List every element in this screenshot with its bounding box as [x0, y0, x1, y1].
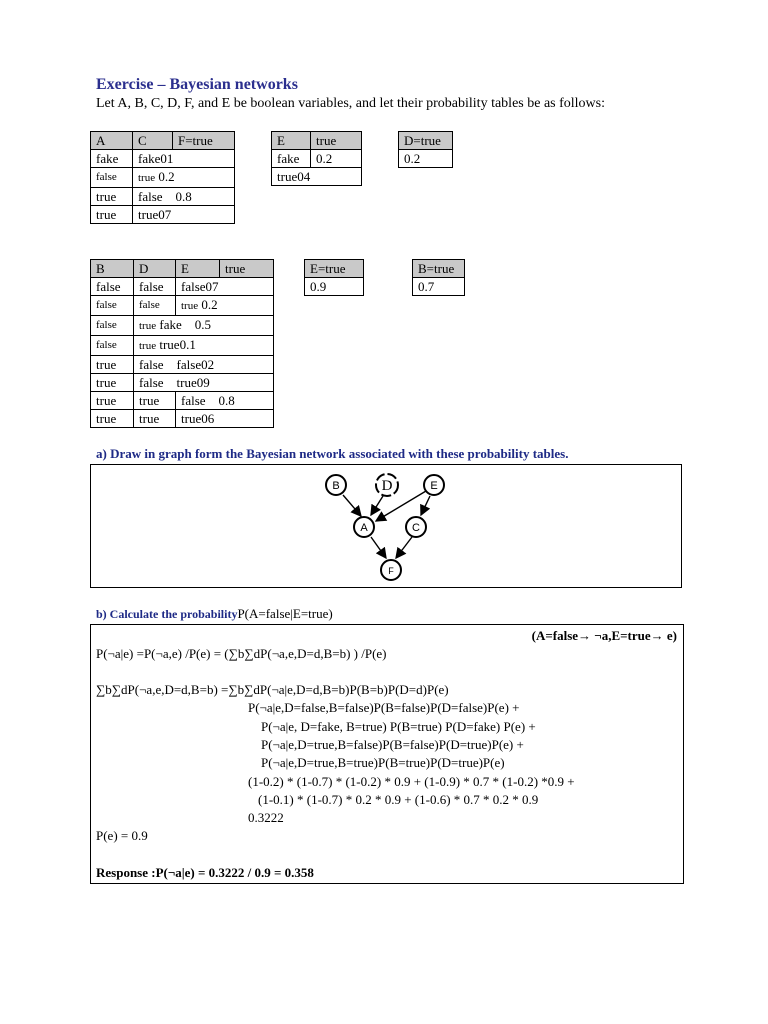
node-label-d: D — [381, 478, 393, 494]
table-cell: false — [134, 278, 176, 296]
table-cell: true — [91, 356, 134, 374]
table-cell: true true0.1 — [134, 336, 274, 356]
table-header: D — [134, 260, 176, 278]
table-header: C — [133, 132, 173, 150]
table-header: E — [176, 260, 220, 278]
table-header: E=true — [305, 260, 364, 278]
calc-line: P(¬a|e, D=fake, B=true) P(B=true) P(D=fake) P(e) + — [261, 719, 536, 734]
table-header: true — [311, 132, 362, 150]
table-cell: true — [91, 374, 134, 392]
variable-mapping: (A=false→ ¬a,E=true→ e) — [531, 628, 677, 643]
edge-b-a — [343, 495, 361, 516]
calculation-box — [90, 624, 684, 884]
calc-result: 0.3222 — [248, 810, 284, 825]
edge-c-f — [396, 537, 412, 558]
table-cell: true — [91, 206, 133, 224]
table-row — [272, 150, 362, 168]
table-row — [91, 278, 274, 296]
question-b-label: b) Calculate the probability — [96, 607, 238, 621]
table-cell: true 0.2 — [133, 168, 235, 188]
table-row — [91, 374, 274, 392]
table-cell: true — [91, 410, 134, 428]
node-label-c: C — [412, 522, 420, 534]
table-cell: 0.2 — [311, 150, 362, 168]
table-cell: fake — [272, 150, 311, 168]
exercise-title: Exercise – Bayesian networks — [96, 76, 298, 93]
bayes-network-box — [90, 464, 682, 588]
table-row — [91, 410, 274, 428]
table-cell: false — [91, 316, 134, 336]
table-cell: true04 — [272, 168, 362, 186]
bayes-network-graph — [91, 465, 681, 587]
calc-line: P(¬a|e) =P(¬a,e) /P(e) = (∑b∑dP(¬a,e,D=d,B=b) ) /P(e) — [96, 646, 387, 661]
table-cell: true 0.2 — [176, 296, 274, 316]
table-row — [91, 206, 235, 224]
calc-line: (1-0.2) * (1-0.7) * (1-0.2) * 0.9 + (1-0.9) * 0.7 * (1-0.2) *0.9 + — [248, 774, 575, 789]
table-cell: false — [91, 296, 134, 316]
table-cell: true07 — [133, 206, 235, 224]
pe-line: P(e) = 0.9 — [96, 828, 148, 843]
table-c — [90, 259, 274, 428]
table-row — [272, 168, 362, 186]
table-cell: false false02 — [134, 356, 274, 374]
table-cell: 0.2 — [399, 150, 453, 168]
table-b — [412, 259, 465, 296]
intro-text: Let A, B, C, D, F, and E be boolean variables, and let their probability tables be as follows: — [96, 96, 605, 111]
table-cell: false 0.8 — [176, 392, 274, 410]
table-e — [304, 259, 364, 296]
table-cell: false — [134, 296, 176, 316]
table-cell: fake01 — [133, 150, 235, 168]
response-line: Response :P(¬a|e) = 0.3222 / 0.9 = 0.358 — [96, 865, 314, 880]
table-row — [91, 392, 274, 410]
question-a: a) Draw in graph form the Bayesian network associated with these probability tables. — [96, 446, 569, 461]
table-a — [271, 131, 362, 186]
edge-e-c — [421, 496, 430, 515]
calc-line: (1-0.1) * (1-0.7) * 0.2 * 0.9 + (1-0.6) * 0.7 * 0.2 * 0.9 — [258, 792, 539, 807]
edge-d-a — [371, 496, 383, 515]
table-cell: false — [91, 336, 134, 356]
table-header: D=true — [399, 132, 453, 150]
table-cell: true — [134, 392, 176, 410]
table-row — [399, 150, 453, 168]
table-row — [91, 188, 235, 206]
question-b — [96, 606, 333, 622]
table-cell: false — [91, 168, 133, 188]
table-row — [91, 296, 274, 316]
table-row — [91, 356, 274, 374]
table-header: A — [91, 132, 133, 150]
table-cell: false — [91, 278, 134, 296]
table-row — [91, 316, 274, 336]
table-f — [90, 131, 235, 224]
calc-line: P(¬a|e,D=false,B=false)P(B=false)P(D=false)P(e) + — [248, 700, 520, 715]
table-header: true — [220, 260, 274, 278]
table-row — [413, 278, 465, 296]
table-cell: true fake 0.5 — [134, 316, 274, 336]
table-cell: false 0.8 — [133, 188, 235, 206]
table-cell: true — [91, 188, 133, 206]
table-cell: true — [134, 410, 176, 428]
calc-line: P(¬a|e,D=true,B=false)P(B=false)P(D=true)P(e) + — [261, 737, 524, 752]
table-d — [398, 131, 453, 168]
node-label-f: F — [388, 566, 394, 576]
table-cell: false07 — [176, 278, 274, 296]
table-cell: false true09 — [134, 374, 274, 392]
node-label-a: A — [360, 522, 368, 534]
table-row — [91, 150, 235, 168]
table-header: F=true — [173, 132, 235, 150]
table-cell: 0.9 — [305, 278, 364, 296]
table-header: B — [91, 260, 134, 278]
node-label-b: B — [332, 480, 340, 492]
table-row — [305, 278, 364, 296]
table-cell: true — [91, 392, 134, 410]
table-row — [91, 168, 235, 188]
table-row — [91, 336, 274, 356]
table-cell: 0.7 — [413, 278, 465, 296]
question-b-query: P(A=false|E=true) — [237, 606, 333, 621]
table-header: B=true — [413, 260, 465, 278]
calc-line: ∑b∑dP(¬a,e,D=d,B=b) =∑b∑dP(¬a|e,D=d,B=b)P(B=b)P(D=d)P(e) — [96, 682, 449, 697]
calc-line: P(¬a|e,D=true,B=true)P(B=true)P(D=true)P(e) — [261, 755, 505, 770]
edge-a-f — [371, 537, 386, 558]
table-cell: true06 — [176, 410, 274, 428]
table-header: E — [272, 132, 311, 150]
table-cell: fake — [91, 150, 133, 168]
node-label-e: E — [430, 480, 438, 492]
